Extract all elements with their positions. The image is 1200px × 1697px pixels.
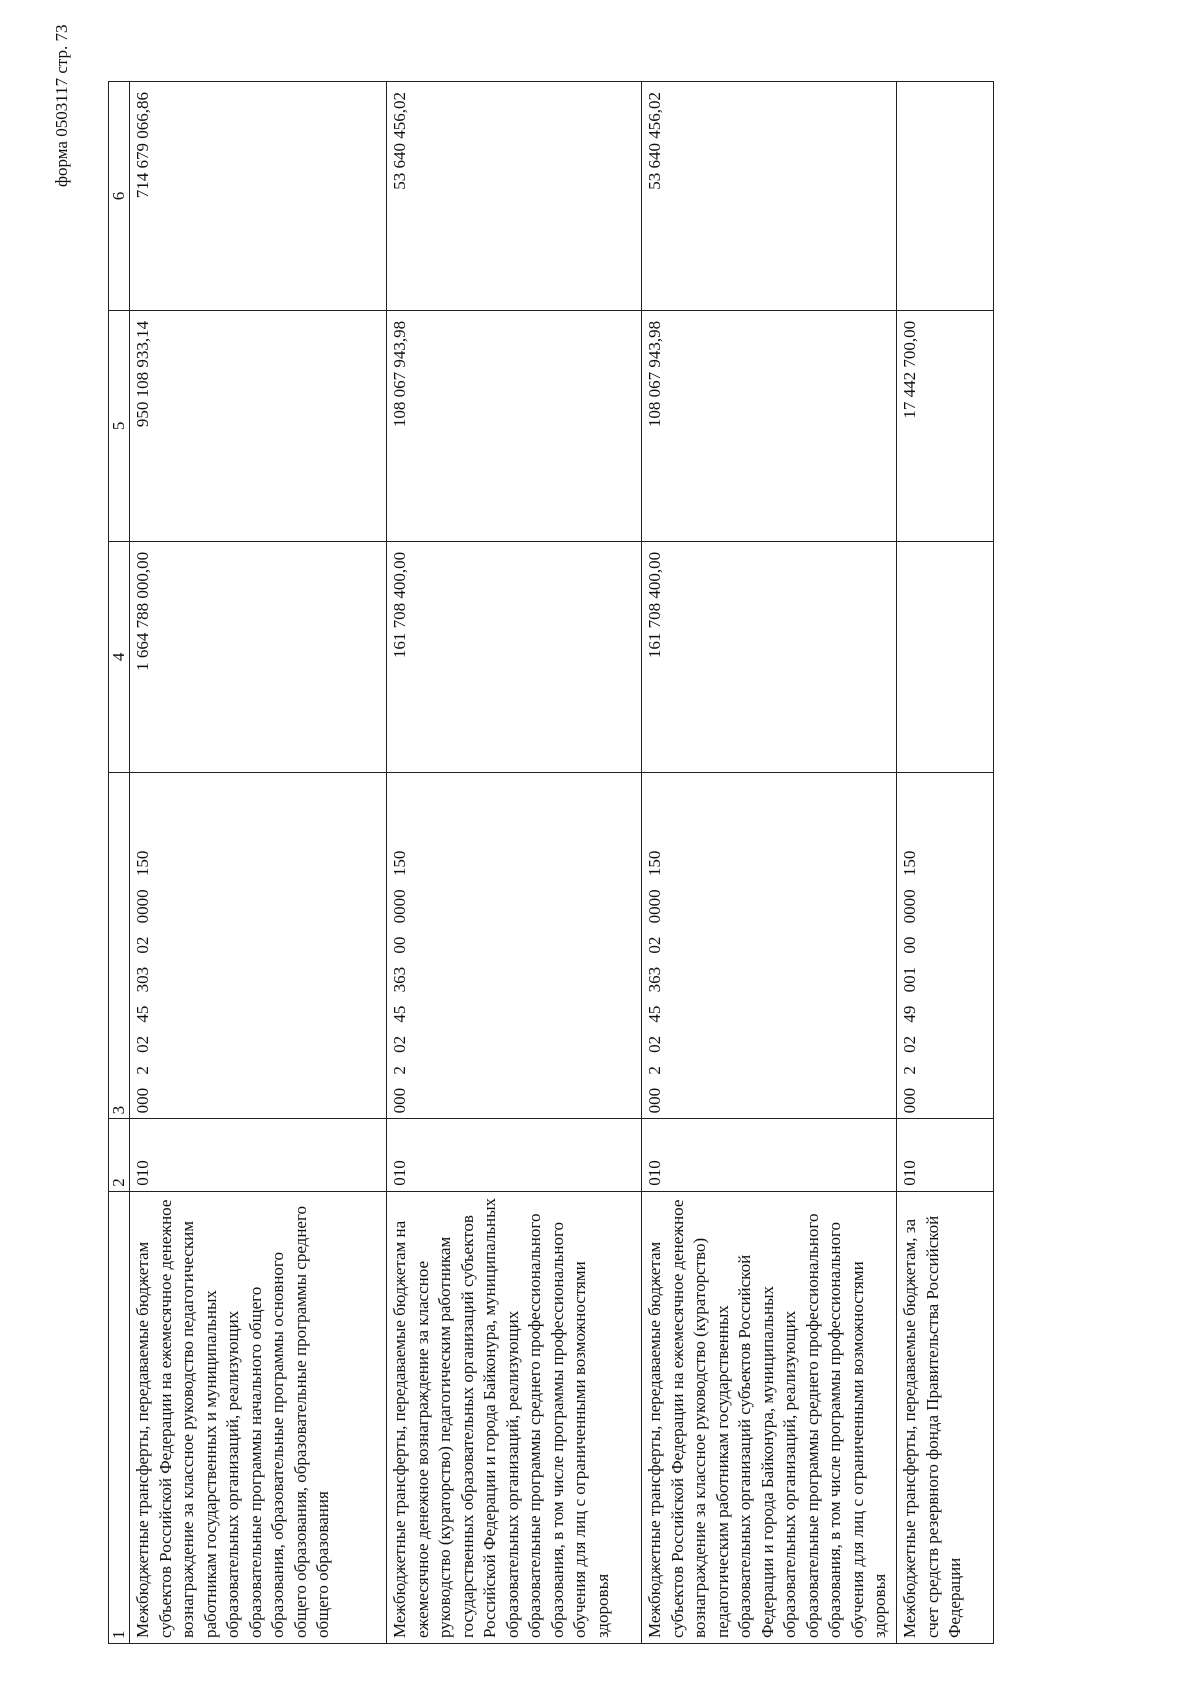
budget-classification-code: 000 2 02 49 001 00 0000 150 bbox=[897, 772, 994, 1119]
approved-amount: 1 664 788 000,00 bbox=[130, 541, 387, 772]
unexecuted-amount: 53 640 456,02 bbox=[642, 82, 897, 311]
header-col-3: 3 bbox=[109, 772, 130, 1119]
unexecuted-amount: 53 640 456,02 bbox=[387, 82, 642, 311]
indicator-name: Межбюджетные трансферты, передаваемые бюджетам субъектов Российской Федерации на ежемесячное денежное вознаграждение за классное руководство педагогическим работникам государственных и муниципальных образовательных организаций, реализующих образовательные программы начального общего образования, образовательные программы основного общего образования, образовательные программы среднего общего образования bbox=[130, 1191, 387, 1643]
form-label: форма 0503117 стр. 73 bbox=[52, 24, 71, 187]
unexecuted-amount bbox=[897, 82, 994, 311]
indicator-name: Межбюджетные трансферты, передаваемые бюджетам, за счет средств резервного фонда Правительства Российской Федерации bbox=[897, 1191, 994, 1643]
line-code: 010 bbox=[387, 1119, 642, 1191]
indicator-name: Межбюджетные трансферты, передаваемые бюджетам субъектов Российской Федерации на ежемесячное денежное вознаграждение за классное руководство (кураторство) педагогическим работникам государственных образовательных организаций субъектов Российской Федерации и города Байконура, муниципальных образовательных организаций, реализующих образовательные программы среднего профессионального образования, в том числе программы профессионального обучения для лиц с ограниченными возможностями здоровья bbox=[642, 1191, 897, 1643]
table-row bbox=[387, 82, 642, 1644]
budget-classification-code: 000 2 02 45 363 00 0000 150 bbox=[387, 772, 642, 1119]
line-code: 010 bbox=[897, 1119, 994, 1191]
approved-amount bbox=[897, 541, 994, 772]
approved-amount: 161 708 400,00 bbox=[387, 541, 642, 772]
executed-amount: 950 108 933,14 bbox=[130, 310, 387, 541]
approved-amount: 161 708 400,00 bbox=[642, 541, 897, 772]
header-row bbox=[109, 82, 130, 1644]
executed-amount: 108 067 943,98 bbox=[642, 310, 897, 541]
table-row bbox=[642, 82, 897, 1644]
header-col-1: 1 bbox=[109, 1191, 130, 1643]
header-col-5: 5 bbox=[109, 310, 130, 541]
line-code: 010 bbox=[130, 1119, 387, 1191]
budget-classification-code: 000 2 02 45 363 02 0000 150 bbox=[642, 772, 897, 1119]
header-col-4: 4 bbox=[109, 541, 130, 772]
executed-amount: 17 442 700,00 bbox=[897, 310, 994, 541]
indicator-name: Межбюджетные трансферты, передаваемые бюджетам на ежемесячное денежное вознаграждение за классное руководство (кураторство) педагогическим работникам государственных образовательных организаций субъектов Российской Федерации и города Байконура, муниципальных образовательных организаций, реализующих образовательные программы среднего профессионального образования, в том числе программы профессионального обучения для лиц с ограниченными возможностями здоровья bbox=[387, 1191, 642, 1643]
table-row bbox=[130, 82, 387, 1644]
unexecuted-amount: 714 679 066,86 bbox=[130, 82, 387, 311]
budget-table bbox=[108, 81, 994, 1644]
line-code: 010 bbox=[642, 1119, 897, 1191]
budget-classification-code: 000 2 02 45 303 02 0000 150 bbox=[130, 772, 387, 1119]
table-row bbox=[897, 82, 994, 1644]
header-col-2: 2 bbox=[109, 1119, 130, 1191]
header-col-6: 6 bbox=[109, 82, 130, 311]
executed-amount: 108 067 943,98 bbox=[387, 310, 642, 541]
